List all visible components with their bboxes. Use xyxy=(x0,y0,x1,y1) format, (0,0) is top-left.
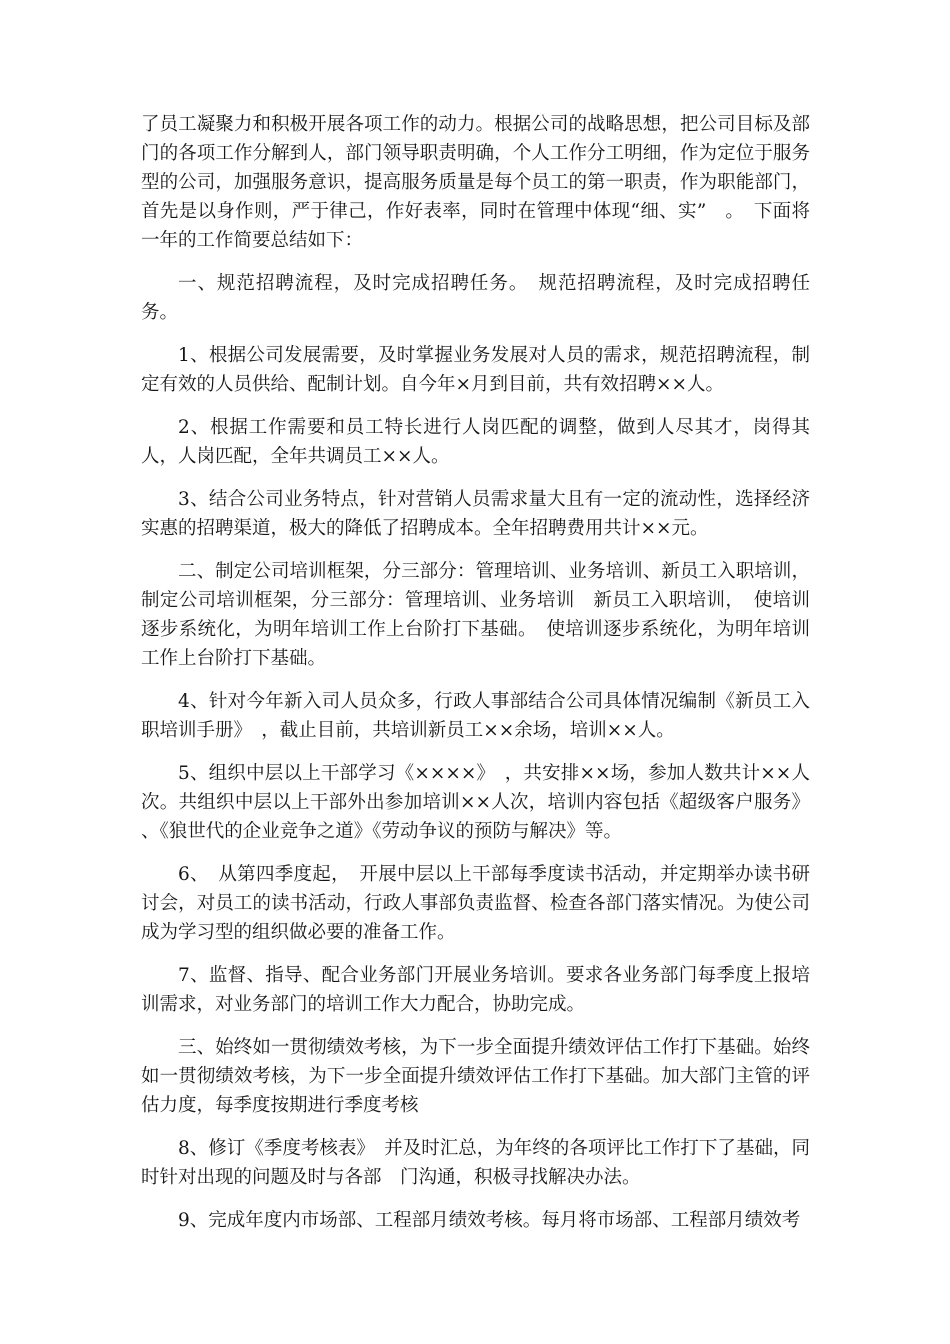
paragraph-item-3: 3、结合公司业务特点，针对营销人员需求量大且有一定的流动性，选择经济实惠的招聘渠道，极大的降低了招聘成本。全年招聘费用共计××元。 xyxy=(141,489,810,539)
paragraph-item-2: 2、根据工作需要和员工特长进行人岗匹配的调整，做到人尽其才，岗得其人，人岗匹配，全年共调员工××人。 xyxy=(141,417,810,467)
paragraph-section-2-heading: 二、制定公司培训框架，分三部分：管理培训、业务培训、新员工入职培训，制定公司培训框架，分三部分：管理培训、业务培训 新员工入职培训， 使培训逐步系统化，为明年培训工作上台阶打下基础。 使培训逐步系统化，为明年培训工作上台阶打下基础。 xyxy=(141,561,810,669)
paragraph-item-4: 4、针对今年新入司人员众多，行政人事部结合公司具体情况编制《新员工入职培训手册》 ，截止目前，共培训新员工××余场，培训××人。 xyxy=(141,691,810,741)
paragraph-item-9: 9、完成年度内市场部、工程部月绩效考核。每月将市场部、工程部月绩效考 xyxy=(178,1210,801,1231)
paragraph-item-7: 7、监督、指导、配合业务部门开展业务培训。要求各业务部门每季度上报培训需求，对业务部门的培训工作大力配合，协助完成。 xyxy=(141,965,810,1015)
paragraph-item-5: 5、组织中层以上干部学习《××××》 ，共安排××场，参加人数共计××人次。共组织中层以上干部外出参加培训××人次，培训内容包括《超级客户服务》 、《狼世代的企业竞争之道》《劳动争议的预防与解决》等。 xyxy=(141,763,810,842)
paragraph-continuation: 了员工凝聚力和积极开展各项工作的动力。根据公司的战略思想，把公司目标及部门的各项工作分解到人，部门领导职责明确，个人工作分工明细，作为定位于服务型的公司，加强服务意识，提高服务质量是每个员工的第一职责，作为职能部门，首先是以身作则，严于律己，作好表率，同时在管理中体现“细、实” 。 下面将一年的工作简要总结如下： xyxy=(141,114,810,251)
paragraph-section-1-heading: 一、规范招聘流程，及时完成招聘任务。 规范招聘流程，及时完成招聘任务。 xyxy=(141,273,810,323)
paragraph-item-6: 6、 从第四季度起， 开展中层以上干部每季度读书活动，并定期举办读书研讨会，对员工的读书活动，行政人事部负责监督、检查各部门落实情况。为使公司成为学习型的组织做必要的准备工作。 xyxy=(141,864,810,943)
paragraph-item-8: 8、修订《季度考核表》 并及时汇总，为年终的各项评比工作打下了基础，同时针对出现的问题及时与各部 门沟通，积极寻找解决办法。 xyxy=(141,1138,810,1188)
paragraph-section-3-heading: 三、始终如一贯彻绩效考核，为下一步全面提升绩效评估工作打下基础。始终如一贯彻绩效考核，为下一步全面提升绩效评估工作打下基础。加大部门主管的评估力度，每季度按期进行季度考核 xyxy=(141,1037,810,1116)
document-body xyxy=(141,110,810,1235)
paragraph-item-1: 1、根据公司发展需要，及时掌握业务发展对人员的需求，规范招聘流程，制定有效的人员供给、配制计划。自今年×月到目前，共有效招聘××人。 xyxy=(141,345,810,395)
